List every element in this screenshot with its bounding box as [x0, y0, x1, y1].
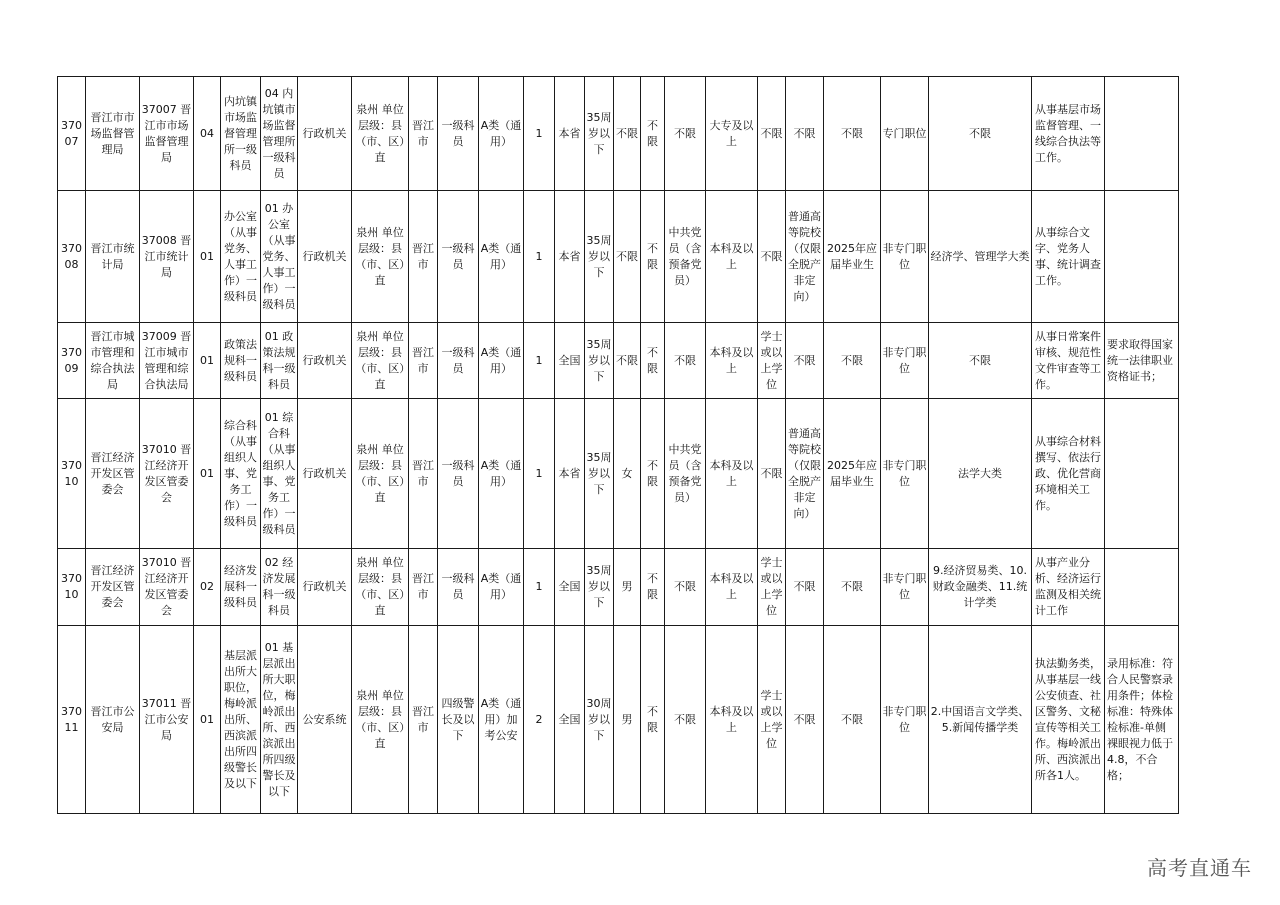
cell-position-code-name: 01 基层派出所大职位，梅岭派出所、西滨派出所四级警长及以下 — [261, 626, 298, 814]
cell-region: 晋江市 — [409, 549, 438, 626]
cell-recruit-count: 1 — [524, 77, 555, 191]
cell-recruit-count: 1 — [524, 191, 555, 323]
cell-degree: 学士或以上学位 — [758, 323, 786, 399]
cell-region: 晋江市 — [409, 191, 438, 323]
cell-position-type: 非专门职位 — [881, 191, 929, 323]
cell-dept-name: 晋江经济开发区管委会 — [86, 399, 140, 549]
cell-job-description: 执法勤务类，从事基层一线公安侦查、社区警务、文秘宣传等相关工作。梅岭派出所、西滨派出所各1人。 — [1032, 626, 1105, 814]
cell-degree: 不限 — [758, 77, 786, 191]
cell-position-type: 专门职位 — [881, 77, 929, 191]
cell-region: 晋江市 — [409, 323, 438, 399]
cell-degree: 不限 — [758, 191, 786, 323]
cell-education: 本科及以上 — [706, 323, 758, 399]
cell-remarks — [1105, 549, 1179, 626]
cell-graduate-type: 2025年应届毕业生 — [824, 191, 881, 323]
cell-gender: 男 — [614, 549, 641, 626]
cell-degree: 学士或以上学位 — [758, 549, 786, 626]
cell-position-rank: 一级科员 — [438, 77, 479, 191]
cell-remarks: 录用标准：符合人民警察录用条件；体检标准：特殊体检标准-单侧裸眼视力低于4.8，不合格； — [1105, 626, 1179, 814]
cell-education: 本科及以上 — [706, 626, 758, 814]
cell-major: 法学大类 — [929, 399, 1032, 549]
cell-dept-code-name: 37009 晋江市城市管理和综合执法局 — [140, 323, 194, 399]
cell-position-code: 02 — [194, 549, 221, 626]
cell-position-rank: 四级警长及以下 — [438, 626, 479, 814]
cell-education: 本科及以上 — [706, 549, 758, 626]
cell-education: 大专及以上 — [706, 77, 758, 191]
cell-code: 37007 — [58, 77, 86, 191]
cell-degree: 学士或以上学位 — [758, 626, 786, 814]
cell-dept-name: 晋江市统计局 — [86, 191, 140, 323]
cell-position-rank: 一级科员 — [438, 191, 479, 323]
cell-position-code: 01 — [194, 626, 221, 814]
cell-code: 37011 — [58, 626, 86, 814]
cell-unit-nature: 行政机关 — [298, 191, 352, 323]
cell-graduate-type: 不限 — [824, 77, 881, 191]
cell-school-type: 普通高等院校（仅限全脱产非定向） — [786, 191, 824, 323]
cell-age: 35周岁以下 — [585, 191, 614, 323]
cell-exam-category: A类（通用） — [479, 323, 524, 399]
cell-job-description: 从事综合文字、党务人事、统计调查工作。 — [1032, 191, 1105, 323]
cell-ethnicity: 不限 — [641, 399, 665, 549]
cell-major: 不限 — [929, 323, 1032, 399]
cell-age: 35周岁以下 — [585, 323, 614, 399]
cell-dept-code-name: 37007 晋江市市场监督管理局 — [140, 77, 194, 191]
cell-gender: 女 — [614, 399, 641, 549]
cell-dept-name: 晋江市城市管理和综合执法局 — [86, 323, 140, 399]
cell-ethnicity: 不限 — [641, 549, 665, 626]
cell-code: 37010 — [58, 399, 86, 549]
cell-dept-name: 晋江市市场监督管理局 — [86, 77, 140, 191]
cell-position-rank: 一级科员 — [438, 399, 479, 549]
cell-position-rank: 一级科员 — [438, 323, 479, 399]
cell-gender: 不限 — [614, 77, 641, 191]
cell-school-type: 不限 — [786, 549, 824, 626]
cell-political-status: 不限 — [665, 323, 706, 399]
cell-unit-level: 泉州 单位层级：县（市、区）直 — [352, 549, 409, 626]
cell-political-status: 不限 — [665, 626, 706, 814]
cell-position-code-name: 02 经济发展科一级科员 — [261, 549, 298, 626]
cell-position-name: 办公室（从事党务、人事工作）一级科员 — [221, 191, 261, 323]
cell-position-name: 基层派出所大职位，梅岭派出所、西滨派出所四级警长及以下 — [221, 626, 261, 814]
cell-major: 2.中国语言文学类、5.新闻传播学类 — [929, 626, 1032, 814]
cell-region: 晋江市 — [409, 77, 438, 191]
cell-unit-nature: 行政机关 — [298, 323, 352, 399]
cell-dept-name: 晋江市公安局 — [86, 626, 140, 814]
table-row — [58, 549, 1179, 626]
cell-position-type: 非专门职位 — [881, 549, 929, 626]
cell-region: 晋江市 — [409, 399, 438, 549]
cell-position-code-name: 04 内坑镇市场监督管理所一级科员 — [261, 77, 298, 191]
job-table — [57, 76, 1179, 814]
cell-remarks — [1105, 399, 1179, 549]
cell-unit-level: 泉州 单位层级：县（市、区）直 — [352, 323, 409, 399]
cell-dept-code-name: 37010 晋江经济开发区管委会 — [140, 549, 194, 626]
cell-residence: 全国 — [555, 626, 585, 814]
cell-position-code: 01 — [194, 399, 221, 549]
cell-position-rank: 一级科员 — [438, 549, 479, 626]
cell-unit-level: 泉州 单位层级：县（市、区）直 — [352, 626, 409, 814]
cell-degree: 不限 — [758, 399, 786, 549]
cell-recruit-count: 2 — [524, 626, 555, 814]
table-row — [58, 191, 1179, 323]
cell-age: 35周岁以下 — [585, 549, 614, 626]
cell-unit-nature: 行政机关 — [298, 77, 352, 191]
cell-unit-level: 泉州 单位层级：县（市、区）直 — [352, 399, 409, 549]
cell-recruit-count: 1 — [524, 323, 555, 399]
cell-education: 本科及以上 — [706, 191, 758, 323]
cell-recruit-count: 1 — [524, 399, 555, 549]
cell-position-code: 01 — [194, 191, 221, 323]
cell-recruit-count: 1 — [524, 549, 555, 626]
table-row — [58, 323, 1179, 399]
cell-exam-category: A类（通用） — [479, 77, 524, 191]
table-row — [58, 77, 1179, 191]
cell-residence: 本省 — [555, 77, 585, 191]
cell-position-name: 政策法规科一级科员 — [221, 323, 261, 399]
cell-residence: 本省 — [555, 191, 585, 323]
cell-gender: 男 — [614, 626, 641, 814]
cell-major: 经济学、管理学大类 — [929, 191, 1032, 323]
cell-position-name: 综合科（从事组织人事、党务工作）一级科员 — [221, 399, 261, 549]
cell-gender: 不限 — [614, 323, 641, 399]
cell-age: 35周岁以下 — [585, 399, 614, 549]
cell-dept-code-name: 37011 晋江市公安局 — [140, 626, 194, 814]
cell-unit-nature: 行政机关 — [298, 549, 352, 626]
watermark-text: 高考直通车 — [1147, 856, 1252, 880]
cell-ethnicity: 不限 — [641, 77, 665, 191]
table-row — [58, 626, 1179, 814]
cell-position-code-name: 01 政策法规科一级科员 — [261, 323, 298, 399]
cell-code: 37009 — [58, 323, 86, 399]
cell-school-type: 不限 — [786, 323, 824, 399]
cell-age: 35周岁以下 — [585, 77, 614, 191]
cell-exam-category: A类（通用） — [479, 549, 524, 626]
cell-education: 本科及以上 — [706, 399, 758, 549]
cell-political-status: 不限 — [665, 549, 706, 626]
cell-school-type: 不限 — [786, 626, 824, 814]
cell-exam-category: A类（通用） — [479, 191, 524, 323]
cell-political-status: 中共党员（含预备党员） — [665, 399, 706, 549]
cell-code: 37008 — [58, 191, 86, 323]
cell-exam-category: A类（通用） — [479, 399, 524, 549]
cell-ethnicity: 不限 — [641, 323, 665, 399]
cell-position-type: 非专门职位 — [881, 626, 929, 814]
cell-residence: 本省 — [555, 399, 585, 549]
cell-position-type: 非专门职位 — [881, 323, 929, 399]
cell-gender: 不限 — [614, 191, 641, 323]
cell-remarks — [1105, 77, 1179, 191]
cell-remarks: 要求取得国家统一法律职业资格证书； — [1105, 323, 1179, 399]
cell-residence: 全国 — [555, 549, 585, 626]
cell-position-code: 04 — [194, 77, 221, 191]
cell-unit-nature: 公安系统 — [298, 626, 352, 814]
cell-remarks — [1105, 191, 1179, 323]
cell-residence: 全国 — [555, 323, 585, 399]
cell-school-type: 普通高等院校（仅限全脱产非定向） — [786, 399, 824, 549]
cell-job-description: 从事产业分析、经济运行监测及相关统计工作 — [1032, 549, 1105, 626]
cell-dept-code-name: 37008 晋江市统计局 — [140, 191, 194, 323]
cell-graduate-type: 不限 — [824, 626, 881, 814]
cell-graduate-type: 不限 — [824, 549, 881, 626]
cell-position-name: 内坑镇市场监督管理所一级科员 — [221, 77, 261, 191]
cell-position-name: 经济发展科一级科员 — [221, 549, 261, 626]
cell-major: 不限 — [929, 77, 1032, 191]
cell-graduate-type: 不限 — [824, 323, 881, 399]
cell-unit-level: 泉州 单位层级：县（市、区）直 — [352, 191, 409, 323]
cell-code: 37010 — [58, 549, 86, 626]
cell-graduate-type: 2025年应届毕业生 — [824, 399, 881, 549]
cell-dept-code-name: 37010 晋江经济开发区管委会 — [140, 399, 194, 549]
cell-unit-level: 泉州 单位层级：县（市、区）直 — [352, 77, 409, 191]
cell-major: 9.经济贸易类、10.财政金融类、11.统计学类 — [929, 549, 1032, 626]
cell-job-description: 从事基层市场监督管理、一线综合执法等工作。 — [1032, 77, 1105, 191]
cell-position-code: 01 — [194, 323, 221, 399]
cell-political-status: 不限 — [665, 77, 706, 191]
cell-position-code-name: 01 综合科（从事组织人事、党务工作）一级科员 — [261, 399, 298, 549]
table-row — [58, 399, 1179, 549]
cell-unit-nature: 行政机关 — [298, 399, 352, 549]
cell-job-description: 从事日常案件审核、规范性文件审查等工作。 — [1032, 323, 1105, 399]
cell-age: 30周岁以下 — [585, 626, 614, 814]
cell-ethnicity: 不限 — [641, 191, 665, 323]
cell-school-type: 不限 — [786, 77, 824, 191]
cell-political-status: 中共党员（含预备党员） — [665, 191, 706, 323]
cell-exam-category: A类（通用）加考公安 — [479, 626, 524, 814]
cell-position-code-name: 01 办公室（从事党务、人事工作）一级科员 — [261, 191, 298, 323]
cell-ethnicity: 不限 — [641, 626, 665, 814]
cell-region: 晋江市 — [409, 626, 438, 814]
cell-dept-name: 晋江经济开发区管委会 — [86, 549, 140, 626]
cell-position-type: 非专门职位 — [881, 399, 929, 549]
cell-job-description: 从事综合材料撰写、依法行政、优化营商环境相关工作。 — [1032, 399, 1105, 549]
